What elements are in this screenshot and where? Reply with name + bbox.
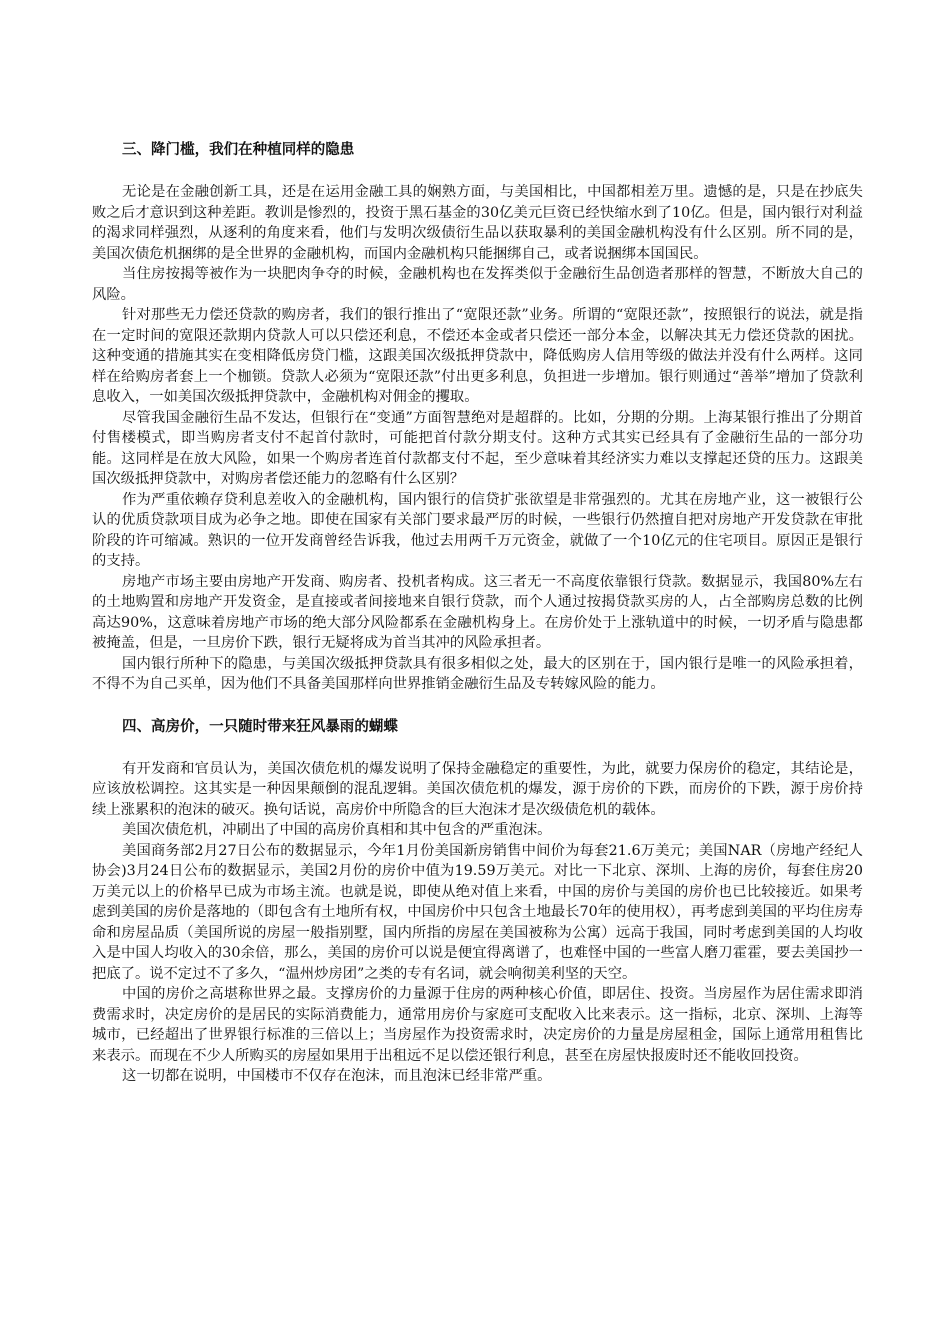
paragraph: 中国的房价之高堪称世界之最。支撑房价的力量源于住房的两种核心价值，即居住、投资。当房屋作为居住需求即消费需求时，决定房价的是居民的实际消费能力，通常用房价与家庭可支配收入比来表示。这一指标，北京、深圳、上海等城市，已经超出了世界银行标准的三倍以上；当房屋作为投资需求时，决定房价的力量是房屋租金，国际上通常用租售比来表示。而现在不少人所购买的房屋如果用于出租远不足以偿还银行利息，甚至在房屋快报废时还不能收回投资。 xyxy=(92,986,863,1064)
paragraph: 这一切都在说明，中国楼市不仅存在泡沫，而且泡沫已经非常严重。 xyxy=(122,1068,552,1084)
paragraph: 有开发商和官员认为，美国次债危机的爆发说明了保持金融稳定的重要性，为此，就要力保房价的稳定，其结论是，应该放松调控。这其实是一种因果颠倒的混乱逻辑。美国次债危机的爆发，源于房价的下跌，而房价的下跌，源于房价持续上涨累积的泡沫的破灭。换句话说，高房价中所隐含的巨大泡沫才是次级债危机的载体。 xyxy=(92,760,863,818)
paragraph: 无论是在金融创新工具，还是在运用金融工具的娴熟方面，与美国相比，中国都相差万里。遗憾的是，只是在抄底失败之后才意识到这种差距。教训是惨烈的，投资于黑石基金的30亿美元巨资已经快缩水到了10亿。但是，国内银行对利益的渴求同样强烈，从逐利的角度来看，他们与发明次级债衍生品以获取暴利的美国金融机构没有什么区别。所不同的是，美国次债危机捆绑的是全世界的金融机构，而国内金融机构只能捆绑自己，或者说捆绑本国国民。 xyxy=(92,184,863,262)
section-3 xyxy=(92,140,863,695)
paragraph: 美国次债危机，冲刷出了中国的高房价真相和其中包含的严重泡沫。 xyxy=(122,822,552,838)
paragraph: 尽管我国金融衍生品不发达，但银行在“变通”方面智慧绝对是超群的。比如，分期的分期。上海某银行推出了分期首付售楼模式，即当购房者支付不起首付款时，可能把首付款分期支付。这种方式其实已经具有了金融衍生品的一部分功能。这同样是在放大风险，如果一个购房者连首付款都支付不起，至少意味着其经济实力难以支撑起还贷的压力。这跟美国次级抵押贷款中，对购房者偿还能力的忽略有什么区别？ xyxy=(92,409,863,487)
paragraph: 美国商务部2月27日公布的数据显示，今年1月份美国新房销售中间价为每套21.6万美元；美国NAR（房地产经纪人协会)3月24日公布的数据显示，美国2月份的房价中值为19.59万美元。对比一下北京、深圳、上海的房价，每套住房20万美元以上的价格早已成为市场主流。也就是说，即使从绝对值上来看，中国的房价与美国的房价也已比较接近。如果考虑到美国的房价是落地的（即包含有土地所有权，中国房价中只包含土地最长70年的使用权），再考虑到美国的平均住房寿命和房屋品质（美国所说的房屋一般指别墅，国内所指的房屋在美国被称为公寓）远高于我国，同时考虑到美国的人均收入是中国人均收入的30余倍，那么，美国的房价可以说是便宜得离谱了，也难怪中国的一些富人磨刀霍霍，要去美国抄一把底了。说不定过不了多久，“温州炒房团”之类的专有名词，就会响彻美利坚的天空。 xyxy=(92,842,863,982)
paragraph: 当住房按揭等被作为一块肥肉争夺的时候，金融机构也在发挥类似于金融衍生品创造者那样的智慧，不断放大自己的风险。 xyxy=(92,266,863,303)
document-page xyxy=(92,140,863,1109)
section-heading: 三、降门槛，我们在种植同样的隐患 xyxy=(122,142,355,158)
paragraph: 房地产市场主要由房地产开发商、购房者、投机者构成。这三者无一不高度依靠银行贷款。数据显示，我国80%左右的土地购置和房地产开发资金，是直接或者间接地来自银行贷款，而个人通过按揭贷款买房的人，占全部购房总数的比例高达90%，这意味着房地产市场的绝大部分风险都系在金融机构身上。在房价处于上涨轨道中的时候，一切矛盾与隐患都被掩盖，但是，一旦房价下跌，银行无疑将成为首当其冲的风险承担者。 xyxy=(92,573,863,651)
paragraph: 国内银行所种下的隐患，与美国次级抵押贷款具有很多相似之处，最大的区别在于，国内银行是唯一的风险承担着，不得不为自己买单，因为他们不具备美国那样向世界推销金融衍生品及专转嫁风险的能力。 xyxy=(92,655,863,692)
section-4 xyxy=(92,717,863,1087)
section-heading: 四、高房价，一只随时带来狂风暴雨的蝴蝶 xyxy=(122,718,398,735)
paragraph: 作为严重依赖存贷利息差收入的金融机构，国内银行的信贷扩张欲望是非常强烈的。尤其在房地产业，这一被银行公认的优质贷款项目成为必争之地。即使在国家有关部门要求最严厉的时候，一些银行仍然擅自把对房地产开发贷款在审批阶段的许可缩减。熟识的一位开发商曾经告诉我，他过去用两千万元资金，就做了一个10亿元的住宅项目。原因正是银行的支持。 xyxy=(92,491,863,569)
paragraph: 针对那些无力偿还贷款的购房者，我们的银行推出了“宽限还款”业务。所谓的“宽限还款”，按照银行的说法，就是指在一定时间的宽限还款期内贷款人可以只偿还利息，不偿还本金或者只偿还一部分本金，以解决其无力偿还贷款的困扰。这种变通的措施其实在变相降低房贷门槛，这跟美国次级抵押贷款中，降低购房人信用等级的做法并没有什么两样。这同样在给购房者套上一个枷锁。贷款人必须为“宽限还款”付出更多利息，负担进一步增加。银行则通过“善举”增加了贷款利息收入，一如美国次级抵押贷款中，金融机构对佣金的攫取。 xyxy=(92,307,863,405)
